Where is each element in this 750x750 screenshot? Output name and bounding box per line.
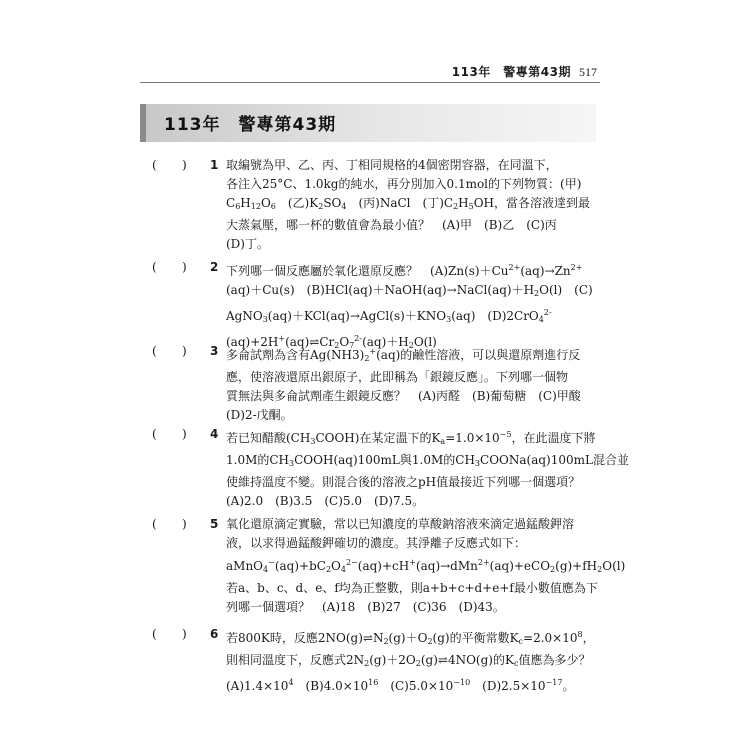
question-number: 2	[210, 260, 219, 274]
question-text	[226, 156, 602, 254]
question-item	[152, 425, 629, 511]
question-line: 大蒸氣壓，哪一杯的數值會為最小值？ (A)甲 (B)乙 (C)丙	[226, 218, 557, 232]
question-item	[152, 342, 602, 425]
answer-blank-close: )	[182, 158, 187, 172]
question-line: 則相同溫度下，反應式$2N_2(g)+2O_2(g)\rightleftharpoons 4NO(g)$的$K_c$值應為多少？	[226, 653, 591, 668]
question-text	[226, 425, 629, 511]
answer-blank-close: )	[182, 517, 187, 531]
question-text	[226, 515, 626, 617]
question-line: 列哪一個選項？ (A)18 (B)27 (C)36 (D)43。	[226, 600, 505, 614]
question-line: $(aq)+2H^+(aq)\rightleftharpoons Cr_2O_7^{2-}(aq)+H_2O(l)$	[226, 334, 437, 350]
question-line: 下列哪一個反應屬於氧化還原反應？ $(A)Zn(s)+Cu^{2+}(aq)\to Zn^{2+}$	[226, 263, 583, 278]
question-line: 質無法與多侖試劑產生銀鏡反應？ (A)丙醛 (B)葡萄糖 (C)甲酸	[226, 389, 581, 403]
question-text	[226, 625, 602, 696]
answer-blank-close: )	[182, 627, 187, 641]
answer-blank-open: (	[152, 344, 157, 358]
question-text	[226, 258, 602, 355]
page-number: 517	[579, 65, 597, 79]
question-number: 4	[210, 427, 219, 441]
question-line: $AgNO_3(aq)+KCl(aq)\to AgCl(s)+KNO_3(aq)$ (D)2CrO$_4^{2-}$	[226, 308, 552, 324]
section-title: 113年 警專第43期	[164, 115, 337, 135]
question-line: (D)丁。	[226, 237, 269, 251]
running-header-title: 113年 警專第43期	[451, 65, 571, 79]
question-number: 3	[210, 344, 219, 358]
answer-blank-open: (	[152, 260, 157, 274]
answer-blank-open: (	[152, 158, 157, 172]
question-line: 若a、b、c、d、e、f均為正整數，則a+b+c+d+e+f最小數值應為下	[226, 581, 598, 595]
running-header	[452, 63, 597, 80]
question-text	[226, 342, 602, 425]
question-item	[152, 625, 602, 696]
question-line: 氧化還原滴定實驗，常以已知濃度的草酸鈉溶液來滴定過錳酸鉀溶	[226, 517, 575, 531]
question-line: 若已知醋酸$(CH_3COOH)$在某定溫下的$K_a=1.0\times 10^{-5}$，在此溫度下將	[226, 430, 596, 446]
answer-blank-close: )	[182, 427, 187, 441]
question-item	[152, 515, 626, 617]
question-number: 1	[210, 158, 219, 172]
question-line: $(A)1.4\times 10^4$ $(B)4.0\times 10^{16}$ $(C)5.0\times 10^{-10}$ $(D)2.5\times 10^{-17}$。	[226, 678, 575, 693]
question-item	[152, 156, 602, 254]
question-number: 6	[210, 627, 219, 641]
header-rule	[140, 82, 600, 83]
question-line: 1.0M的$CH_3COOH(aq)100mL$與1.0M的$CH_3COONa(aq)100mL$混合並	[226, 453, 629, 468]
question-line: (A)2.0 (B)3.5 (C)5.0 (D)7.5。	[226, 494, 425, 508]
answer-blank-open: (	[152, 427, 157, 441]
answer-blank-open: (	[152, 627, 157, 641]
section-banner	[140, 104, 596, 142]
question-line: 取編號為甲、乙、丙、丁相同規格的4個密閉容器，在同溫下，	[226, 158, 558, 172]
question-line: 使維持溫度不變。則混合後的溶液之pH值最接近下列哪一個選項？	[226, 475, 581, 489]
question-line: 多侖試劑為含有$Ag(NH3)_2^+(aq)$的鹼性溶液，可以與還原劑進行反	[226, 347, 581, 363]
question-item	[152, 258, 602, 355]
question-line: (D)2-戊酮。	[226, 408, 293, 422]
question-number: 5	[210, 517, 219, 531]
question-line: 應，使溶液還原出銀原子，此即稱為「銀鏡反應」。下列哪一個物	[226, 370, 569, 384]
question-line: (aq)＋Cu(s) $(B)HCl(aq)+NaOH(aq)\to NaCl(aq)+H_2O(l)$ (C)	[226, 283, 593, 298]
answer-blank-close: )	[182, 344, 187, 358]
question-line: $C_6H_{12}O_6$ (乙)$K_2SO_4$ (丙)NaCl (丁)$C_2H_5OH$，當各溶液達到最	[226, 196, 591, 211]
question-line: 若800K時，反應$2NO(g)\rightleftharpoons N_2(g)+O_2(g)$的平衡常數$K_c=2.0\times 10^8$，	[226, 630, 595, 646]
answer-blank-close: )	[182, 260, 187, 274]
question-line: $aMnO_4^-(aq)+bC_2O_4^{2-}(aq)+cH^+(aq)\to dMn^{2+}(aq)+eCO_2(g)+fH_2O(l)$	[226, 558, 626, 574]
question-line: 各注入25°C、1.0kg的純水，再分別加入0.1mol的下列物質：(甲)	[226, 177, 582, 191]
answer-blank-open: (	[152, 517, 157, 531]
question-line: 液，以求得過錳酸鉀確切的濃度。其淨離子反應式如下：	[226, 536, 527, 550]
